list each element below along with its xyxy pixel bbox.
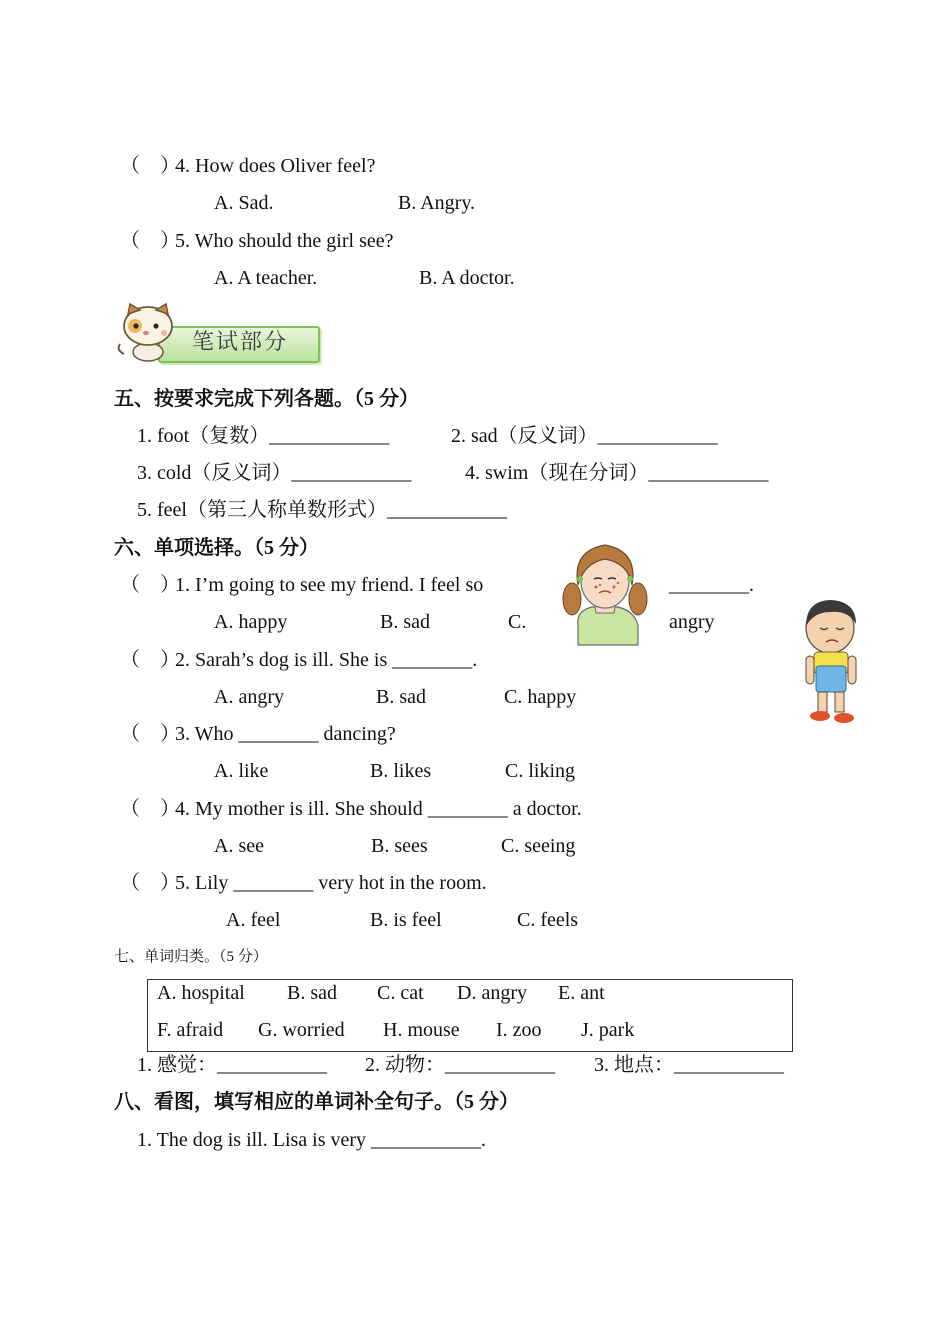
- category-answer-3[interactable]: 3. 地点：___________: [594, 1054, 784, 1076]
- word-bank-item: A. hospital: [157, 982, 245, 1004]
- question-blank: ________.: [669, 574, 754, 596]
- question-text: 2. Sarah’s dog is ill. She is ________.: [175, 649, 478, 671]
- fill-item-5[interactable]: 5. feel（第三人称单数形式）____________: [137, 499, 507, 521]
- fill-item-2[interactable]: 2. sad（反义词）____________: [451, 425, 718, 447]
- option-c: C. feels: [517, 909, 579, 931]
- question-text: 5. Who should the girl see?: [175, 230, 394, 252]
- answer-paren[interactable]: （ ）: [120, 649, 180, 671]
- cat-mascot-icon: [116, 302, 180, 362]
- word-bank-item: H. mouse: [383, 1019, 460, 1041]
- fill-item-3[interactable]: 3. cold（反义词）____________: [137, 462, 412, 484]
- option-c: C.: [508, 611, 527, 633]
- answer-paren[interactable]: （ ）: [120, 574, 180, 596]
- question-text: 5. Lily ________ very hot in the room.: [175, 872, 487, 894]
- answer-paren[interactable]: （ ）: [120, 872, 180, 894]
- option-b: B. sad: [376, 686, 426, 708]
- badge-label: 笔试部分: [192, 330, 289, 355]
- answer-paren[interactable]: （ ）: [120, 798, 180, 820]
- sick-girl-illustration: [562, 541, 648, 647]
- category-answer-1[interactable]: 1. 感觉：___________: [137, 1054, 327, 1076]
- word-bank-item: D. angry: [457, 982, 527, 1004]
- question-text: 1. I’m going to see my friend. I feel so: [175, 574, 484, 596]
- option-c: C. happy: [504, 686, 577, 708]
- word-bank-item: G. worried: [258, 1019, 345, 1041]
- option-a: A. A teacher.: [214, 267, 318, 289]
- option-b: B. Angry.: [398, 192, 476, 214]
- fill-item-1[interactable]: 1. foot（复数）____________: [137, 425, 390, 447]
- option-b: B. likes: [370, 760, 432, 782]
- option-b: B. A doctor.: [419, 267, 515, 289]
- word-bank-item: C. cat: [377, 982, 424, 1004]
- picture-question-1[interactable]: 1. The dog is ill. Lisa is very ___________.: [137, 1129, 487, 1151]
- option-a: A. feel: [226, 909, 281, 931]
- fill-item-4[interactable]: 4. swim（现在分词）____________: [465, 462, 769, 484]
- word-bank-item: E. ant: [558, 982, 605, 1004]
- word-bank-item: F. afraid: [157, 1019, 224, 1041]
- word-bank-item: J. park: [581, 1019, 635, 1041]
- option-a: A. Sad.: [214, 192, 274, 214]
- option-b: B. sad: [380, 611, 430, 633]
- answer-paren[interactable]: （ ）: [120, 723, 180, 745]
- word-bank-item: I. zoo: [496, 1019, 542, 1041]
- option-a: A. see: [214, 835, 264, 857]
- written-section-badge: [116, 302, 322, 362]
- option-b: B. is feel: [370, 909, 442, 931]
- question-text: 4. My mother is ill. She should ________ a doctor.: [175, 798, 582, 820]
- option-a: A. happy: [214, 611, 288, 633]
- section-7-title: 七、单词归类。（5 分）: [114, 949, 268, 965]
- option-a: A. angry: [214, 686, 284, 708]
- option-c: C. liking: [505, 760, 576, 782]
- answer-paren[interactable]: （ ）: [120, 230, 180, 252]
- question-text: 3. Who ________ dancing?: [175, 723, 396, 745]
- option-c: C. seeing: [501, 835, 576, 857]
- sad-boy-illustration: [800, 598, 862, 728]
- word-bank-item: B. sad: [287, 982, 337, 1004]
- section-8-title: 八、看图，填写相应的单词补全句子。（5 分）: [114, 1091, 519, 1113]
- option-c-word: angry: [669, 611, 715, 633]
- answer-paren[interactable]: （ ）: [120, 155, 180, 177]
- question-text: 4. How does Oliver feel?: [175, 155, 376, 177]
- category-answer-2[interactable]: 2. 动物：___________: [365, 1054, 555, 1076]
- section-6-title: 六、单项选择。（5 分）: [114, 537, 319, 559]
- option-a: A. like: [214, 760, 269, 782]
- section-5-title: 五、按要求完成下列各题。（5 分）: [114, 388, 419, 410]
- option-b: B. sees: [371, 835, 428, 857]
